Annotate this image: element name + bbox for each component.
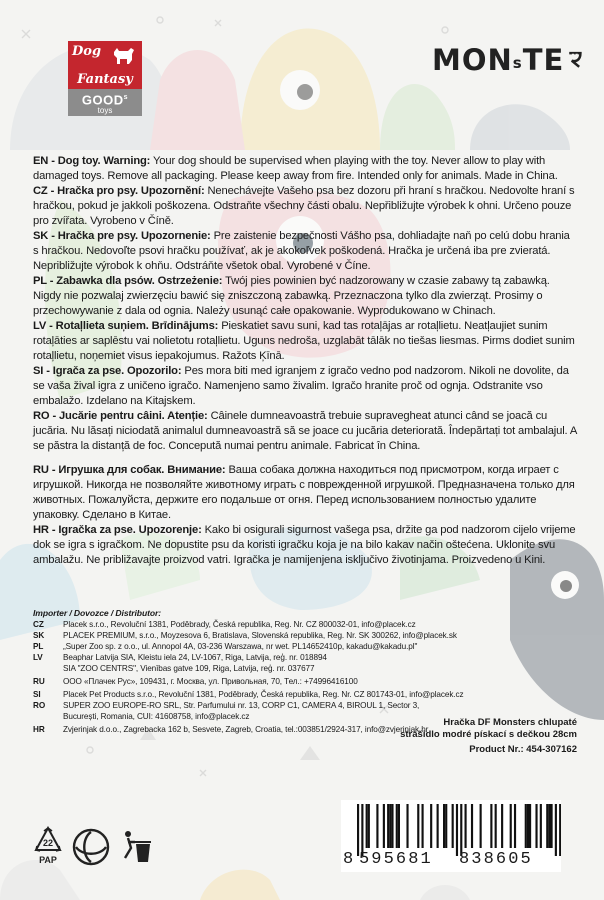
- barcode-bar: [387, 804, 389, 848]
- importer-list: [33, 608, 464, 735]
- warning-text: Nenechávejte Vašeho psa bez dozoru při hraní s hračkou. Nedovolte hraní s hračkou, pokud je jakkoli poškozena. Odstraňte všechny části obalu. Nepřibližujte výrobek k ohni. Určeno pouze pro zvířata. Vyrobeno v Číně.: [33, 185, 575, 227]
- logo-text-goods: [68, 91, 142, 106]
- logo-text-toys: toys: [97, 106, 113, 116]
- title-small-s: s: [512, 54, 523, 72]
- barcode-bar: [443, 804, 445, 848]
- warning-ru: [33, 463, 578, 523]
- warning-label: SI - Igrača za pse. Opozorilo:: [33, 365, 182, 377]
- barcode-bar: [437, 804, 439, 848]
- dog-fantasy-logo: [68, 41, 142, 116]
- importer-row: [33, 689, 464, 700]
- importer-row: [33, 663, 393, 674]
- importer-row: [33, 676, 393, 687]
- warning-pl: [33, 274, 578, 319]
- dog-silhouette-icon: [112, 46, 136, 66]
- importer-code: PL: [33, 642, 44, 651]
- warning-label: EN - Dog toy. Warning:: [33, 155, 151, 167]
- barcode-bar: [525, 804, 527, 848]
- importer-row: [33, 630, 457, 641]
- logo-text-dog: Dog: [72, 44, 102, 59]
- importer-code: RU: [33, 677, 45, 686]
- importer-code: SI: [33, 690, 41, 699]
- barcode-bar: [535, 804, 537, 848]
- green-dot-icon: [72, 828, 110, 866]
- importer-text: Placek Pet Products s.r.o., Revoluční 1381, Poděbrady, Česká republika, Reg. Nr. CZ 801743-01, info@placek.cz: [63, 690, 464, 699]
- barcode-bar: [398, 804, 400, 848]
- warning-label: RU - Игрушка для собак. Внимание:: [33, 464, 226, 476]
- barcode-bar: [495, 804, 497, 848]
- barcode-bar: [368, 804, 370, 848]
- warning-text: Pes mora biti med igranjem z igračo vedno pod nadzorom. Nikoli ne dovolite, da se vaša žival igra z uničeno igračo. Namenjeno samo živalim. Igračo hranite proč od ognja. Odstranite vso embalažo. Izdelano na Kitajskem.: [33, 365, 569, 407]
- importer-text: SIA "ZOO CENTRS", Vienības gatve 109, Riga, Latvija, reģ. nr. 037677: [63, 664, 315, 673]
- importer-code: [33, 711, 63, 722]
- barcode-right-group: 838605: [459, 850, 533, 869]
- warning-text: Pre zaistenie bezpečnosti Vášho psa, dohliadajte naň po celú dobu hrania s hračkou. Nedovoľte psovi hračku používať, ak je akokoľvek poškodená. Hračka je určená iba pre zvieratá. Nepribližujte výrobok k ohňu. Odstráňte všetok obal. Vyrobené v Číne.: [33, 230, 570, 272]
- barcode-bar: [510, 804, 512, 848]
- logo-text-fantasy: Fantasy: [77, 72, 133, 87]
- warning-lv: [33, 319, 578, 364]
- barcode-bar: [366, 804, 368, 848]
- logo-text-good: GOOD: [81, 92, 124, 108]
- barcode-bar: [540, 804, 542, 848]
- importer-code: HR: [33, 725, 45, 734]
- barcode-bar: [430, 804, 432, 848]
- barcode-bar: [490, 804, 492, 848]
- logo-gray-block: [68, 89, 142, 116]
- barcode-bar: [406, 804, 408, 848]
- warning-text: Your dog should be supervised when playing with the toy. Never allow to play with damaged toys. Remove all packaging. Please keep away from fire. Intended only for animals. Made in China.: [33, 155, 558, 182]
- barcode-bar: [396, 804, 398, 848]
- importer-row: [33, 641, 418, 652]
- warnings-block: [33, 154, 578, 454]
- importer-code: SK: [33, 631, 45, 640]
- warning-label: RO - Jucărie pentru câini. Atenție:: [33, 410, 208, 422]
- warning-label: SK - Hračka pre psy. Upozornenie:: [33, 230, 211, 242]
- barcode-bar: [527, 804, 529, 848]
- warning-text: Twój pies powinien być nadzorowany w czasie zabawy tą zabawką. Nigdy nie pozwalaj zwierzęciu bawić się zniszczoną zabawką. Przeznaczona tylko dla zwierząt. Prosimy o przechowywanie z dala od ognia. Należy usunąć całe opakowanie. Wyprodukowano w Chinach.: [33, 275, 550, 317]
- warning-label: LV - Rotaļlieta suņiem. Brīdinājums:: [33, 320, 219, 332]
- recycle-number: 22: [42, 838, 54, 848]
- barcode-bar: [551, 804, 553, 848]
- importer-code: [33, 663, 63, 674]
- warning-label: CZ - Hračka pro psy. Upozornění:: [33, 185, 205, 197]
- barcode-bar: [391, 804, 393, 848]
- warning-text: Ваша собака должна находиться под присмотром, когда играет с игрушкой. Никогда не позволяйте животному играть с поврежденной игрушкой. Предназначена только для животных. Пожалуйста, держите его подальше от огня. Перед использованием полностью удалите упаковку. Сделано в Китае.: [33, 464, 575, 521]
- importer-row: [33, 652, 393, 663]
- barcode-first-digit: 8: [343, 850, 356, 869]
- barcode-bar: [465, 804, 467, 848]
- importer-row: [33, 724, 429, 735]
- warning-en: [33, 154, 578, 184]
- barcode-bar: [529, 804, 531, 848]
- barcode-bar: [417, 804, 419, 848]
- barcode-left-group: 595681: [359, 850, 433, 869]
- logo-text-sup: s: [123, 94, 129, 101]
- barcode-bar: [546, 804, 548, 848]
- warning-cz: [33, 184, 578, 229]
- pap-recycle-icon: [33, 826, 63, 868]
- importer-text: ООО «Плачек Рус», 109431, г. Москва, ул. Привольная, 70, Тел.: +74996416100: [63, 677, 358, 686]
- tidyman-bin-icon: [119, 828, 155, 866]
- importer-heading: Importer / Dovozce / Distributor:: [33, 608, 162, 618]
- barcode-bar: [514, 804, 516, 848]
- warning-si: [33, 364, 578, 409]
- product-name-line1: Hračka DF Monsters chlupaté: [443, 717, 577, 728]
- barcode-bar: [452, 804, 454, 848]
- warning-text: Pieskatiet savu suni, kad tas rotaļājas ar rotaļlietu. Neatļaujiet sunim rotaļāties ar saplēstu vai nolietotu rotaļlietu. Uguns nedroša, uzglabāt tālāk no tiešas liesmas. Pirms dodiet sunim rotaļlietu, noņemiet visus iepakojumus. Ražots Ķīnā.: [33, 320, 575, 362]
- barcode-bar: [422, 804, 424, 848]
- recycling-icons: [33, 826, 155, 868]
- warning-text: Kako bi osigurali sigurnost vašega psa, držite ga pod nadzorom cijelo vrijeme dok se igra s igračkom. Ne dopustite psu da koristi igračku koja je na bilo kakav način oštećena. Uklonite svu ambalažu. Ne približavajte proizvod vatri. Igračka je namijenjena isključivo životinjama. Proizvedeno u Kini.: [33, 524, 576, 566]
- warnings-block-2: [33, 463, 578, 568]
- barcode-bar: [383, 804, 385, 848]
- barcode-bar: [501, 804, 503, 848]
- warning-label: HR - Igračka za pse. Upozorenje:: [33, 524, 202, 536]
- warning-sk: [33, 229, 578, 274]
- importer-text: „Super Zoo sp. z o.o., ul. Annopol 4A, 03-236 Warszawa, nr wet. PL14652410p, kakadu@kakadu.pl": [63, 642, 418, 651]
- importer-text: București, Romania, CUI: 41608758, info@placek.cz: [63, 712, 250, 721]
- barcode-bar: [389, 804, 391, 848]
- product-name-line2: strašidlo modré pískací s dečkou 28cm: [400, 729, 577, 740]
- monster-title: [432, 40, 582, 80]
- importer-text: PLACEK PREMIUM, s.r.o., Moyzesova 6, Bratislava, Slovenská republika, Reg. Nr. SK 300262, info@placek.sk: [63, 631, 457, 640]
- importer-text: SUPER ZOO EUROPE-RO SRL, Str. Parfumului nr. 13, CORP C1, CAMERA 4, BIROUL 1, Sector 3,: [63, 701, 420, 710]
- importer-text: Zvjerinjak d.o.o., Zagrebacka 162 b, Sesvete, Zagreb, Croatia, tel.:003851/2924-317, info@zvjerinjak.hr: [63, 725, 429, 734]
- importer-row: [33, 700, 420, 711]
- logo-red-block: [68, 41, 142, 89]
- importer-code: RO: [33, 701, 46, 710]
- importer-text: Placek s.r.o., Revoluční 1381, Poděbrady, Česká republika, Reg. Nr. CZ 800032-01, info@placek.cz: [63, 620, 416, 629]
- barcode-bar: [548, 804, 550, 848]
- title-part1: MON: [432, 43, 513, 77]
- barcode: [341, 800, 561, 872]
- importer-row: [33, 619, 416, 630]
- title-part2: TE: [522, 43, 565, 77]
- recycle-code: PAP: [39, 855, 57, 865]
- barcode-bar: [376, 804, 378, 848]
- warning-text: Câinele dumneavoastră trebuie supravegheat atunci când se joacă cu jucăria. Nu lăsați niciodată animalul dumneavoastră să se joace cu jucăria deteriorată. Îndepărtați tot ambalajul. A se păstra la distanță de foc. Concepută numai pentru animale. Fabricat în China.: [33, 410, 577, 452]
- importer-text: Beaphar Latvija SIA, Kleistu iela 24, LV-1067, Riga, Latvija, reģ. nr. 018894: [63, 653, 327, 662]
- product-info: [400, 717, 577, 756]
- importer-code: LV: [33, 653, 43, 662]
- barcode-bar: [480, 804, 482, 848]
- warning-ro: [33, 409, 578, 454]
- monster-r-mouth-icon: [568, 47, 582, 73]
- barcode-digits: [343, 848, 561, 870]
- importer-code: CZ: [33, 620, 44, 629]
- importer-row: [33, 711, 393, 722]
- barcode-bar: [445, 804, 447, 848]
- barcode-bar: [471, 804, 473, 848]
- product-number: Product Nr.: 454-307162: [469, 744, 577, 755]
- warning-hr: [33, 523, 578, 568]
- warning-label: PL - Zabawka dla psów. Ostrzeżenie:: [33, 275, 223, 287]
